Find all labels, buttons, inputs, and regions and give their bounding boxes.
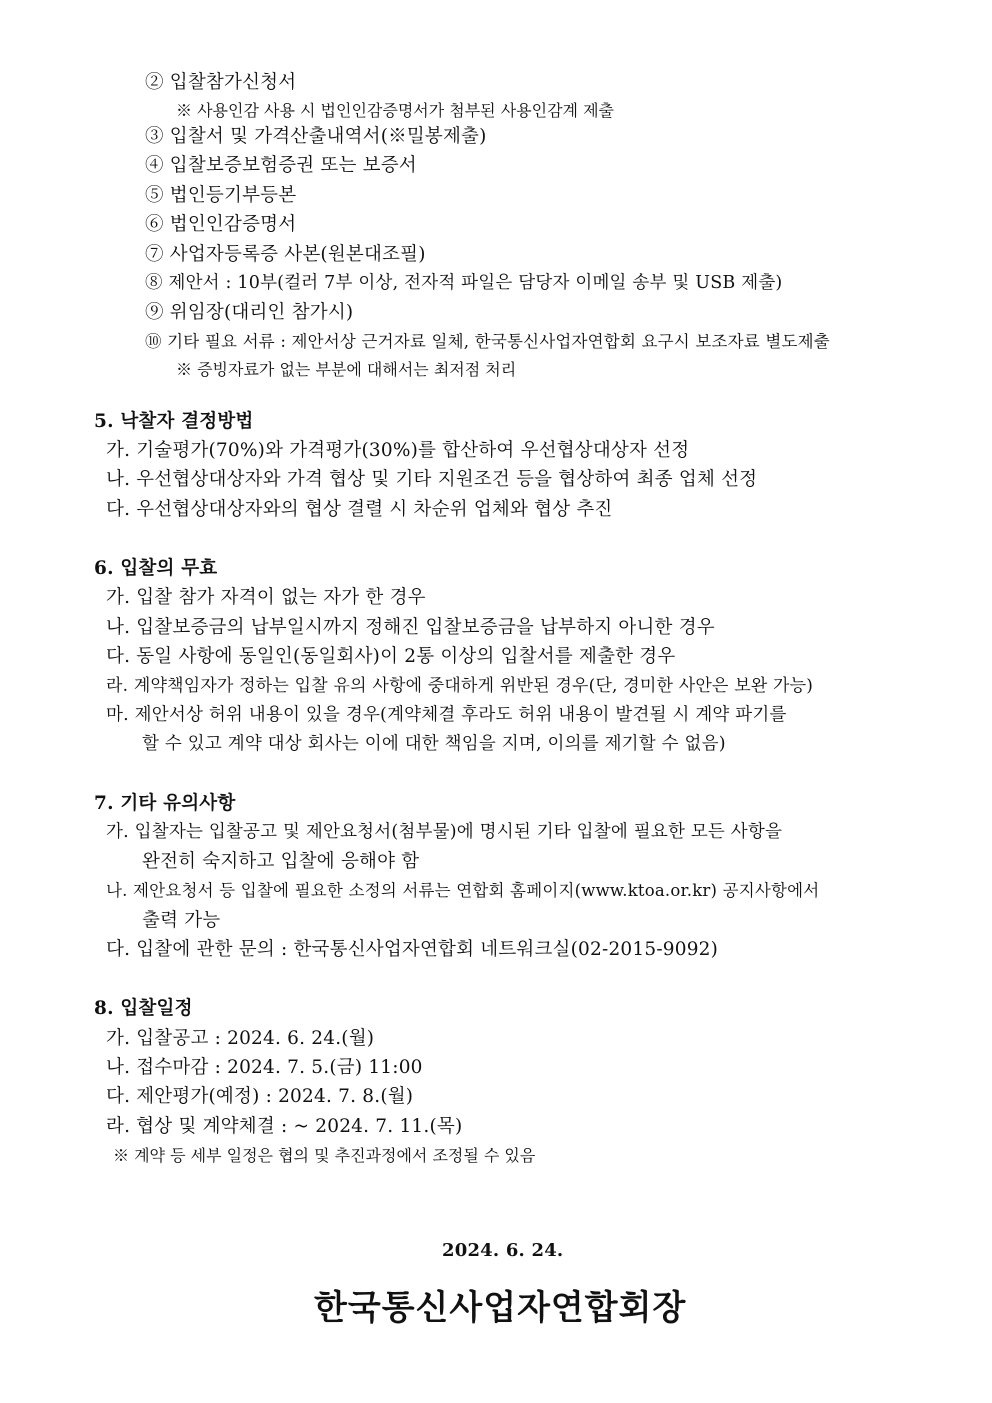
- section-title: 8. 입찰일정: [94, 998, 193, 1019]
- doc-item: ⑩ 기타 필요 서류 : 제안서상 근거자료 일체, 한국통신사업자연합회 요구시 보조자료 별도제출: [145, 332, 830, 351]
- doc-note: ※ 사용인감 사용 시 법인인감증명서가 첨부된 사용인감계 제출: [176, 101, 615, 120]
- list-item-continued: 완전히 숙지하고 입찰에 응해야 함: [142, 851, 420, 872]
- doc-item: ⑥ 법인인감증명서: [145, 214, 297, 235]
- list-item: 가. 입찰자는 입찰공고 및 제안요청서(첨부물)에 명시된 기타 입찰에 필요한 모든 사항을: [106, 822, 783, 842]
- list-item: 다. 동일 사항에 동일인(동일회사)이 2통 이상의 입찰서를 제출한 경우: [106, 646, 676, 667]
- list-item-continued: 할 수 있고 계약 대상 회사는 이에 대한 책임을 지며, 이의를 제기할 수 없음): [142, 734, 726, 754]
- doc-item: ③ 입찰서 및 가격산출내역서(※밀봉제출): [145, 126, 487, 147]
- list-item-continued: 출력 가능: [142, 910, 221, 931]
- list-item: 가. 입찰 참가 자격이 없는 자가 한 경우: [106, 587, 426, 608]
- list-item: 나. 우선협상대상자와 가격 협상 및 기타 지원조건 등을 협상하여 최종 업체 선정: [106, 469, 758, 490]
- list-item: 나. 접수마감 : 2024. 7. 5.(금) 11:00: [106, 1057, 423, 1078]
- doc-item: ④ 입찰보증보험증권 또는 보증서: [145, 155, 417, 176]
- list-item: 다. 우선협상대상자와의 협상 결렬 시 차순위 업체와 협상 추진: [106, 499, 613, 520]
- schedule-note: ※ 계약 등 세부 일정은 협의 및 추진과정에서 조정될 수 있음: [113, 1146, 536, 1165]
- list-item: 가. 입찰공고 : 2024. 6. 24.(월): [106, 1028, 375, 1049]
- doc-item: ⑧ 제안서 : 10부(컬러 7부 이상, 전자적 파일은 담당자 이메일 송부 및 USB 제출): [145, 273, 783, 293]
- list-item: 마. 제안서상 허위 내용이 있을 경우(계약체결 후라도 허위 내용이 발견될 시 계약 파기를: [106, 705, 787, 725]
- list-item: 라. 협상 및 계약체결 : ~ 2024. 7. 11.(목): [106, 1116, 463, 1137]
- doc-item: ⑤ 법인등기부등본: [145, 185, 297, 206]
- section-title: 5. 낙찰자 결정방법: [94, 411, 254, 432]
- list-item: 나. 제안요청서 등 입찰에 필요한 소정의 서류는 연합회 홈페이지(www.ktoa.or.kr) 공지사항에서: [106, 881, 820, 900]
- list-item: 나. 입찰보증금의 납부일시까지 정해진 입찰보증금을 납부하지 아니한 경우: [106, 617, 715, 638]
- list-item: 다. 제안평가(예정) : 2024. 7. 8.(월): [106, 1086, 414, 1107]
- section-title: 7. 기타 유의사항: [94, 793, 236, 814]
- section-title: 6. 입찰의 무효: [94, 558, 218, 579]
- doc-item: ② 입찰참가신청서: [145, 72, 297, 93]
- issuer-name: 한국통신사업자연합회장: [314, 1288, 687, 1328]
- doc-item: ⑨ 위임장(대리인 참가시): [145, 302, 354, 323]
- list-item: 가. 기술평가(70%)와 가격평가(30%)를 합산하여 우선협상대상자 선정: [106, 440, 690, 461]
- list-item: 다. 입찰에 관한 문의 : 한국통신사업자연합회 네트워크실(02-2015-9092): [106, 939, 719, 960]
- doc-note: ※ 증빙자료가 없는 부분에 대해서는 최저점 처리: [176, 360, 517, 379]
- list-item: 라. 계약책임자가 정하는 입찰 유의 사항에 중대하게 위반된 경우(단, 경미한 사안은 보완 가능): [106, 676, 814, 696]
- issue-date: 2024. 6. 24.: [442, 1240, 564, 1261]
- doc-item: ⑦ 사업자등록증 사본(원본대조필): [145, 244, 426, 265]
